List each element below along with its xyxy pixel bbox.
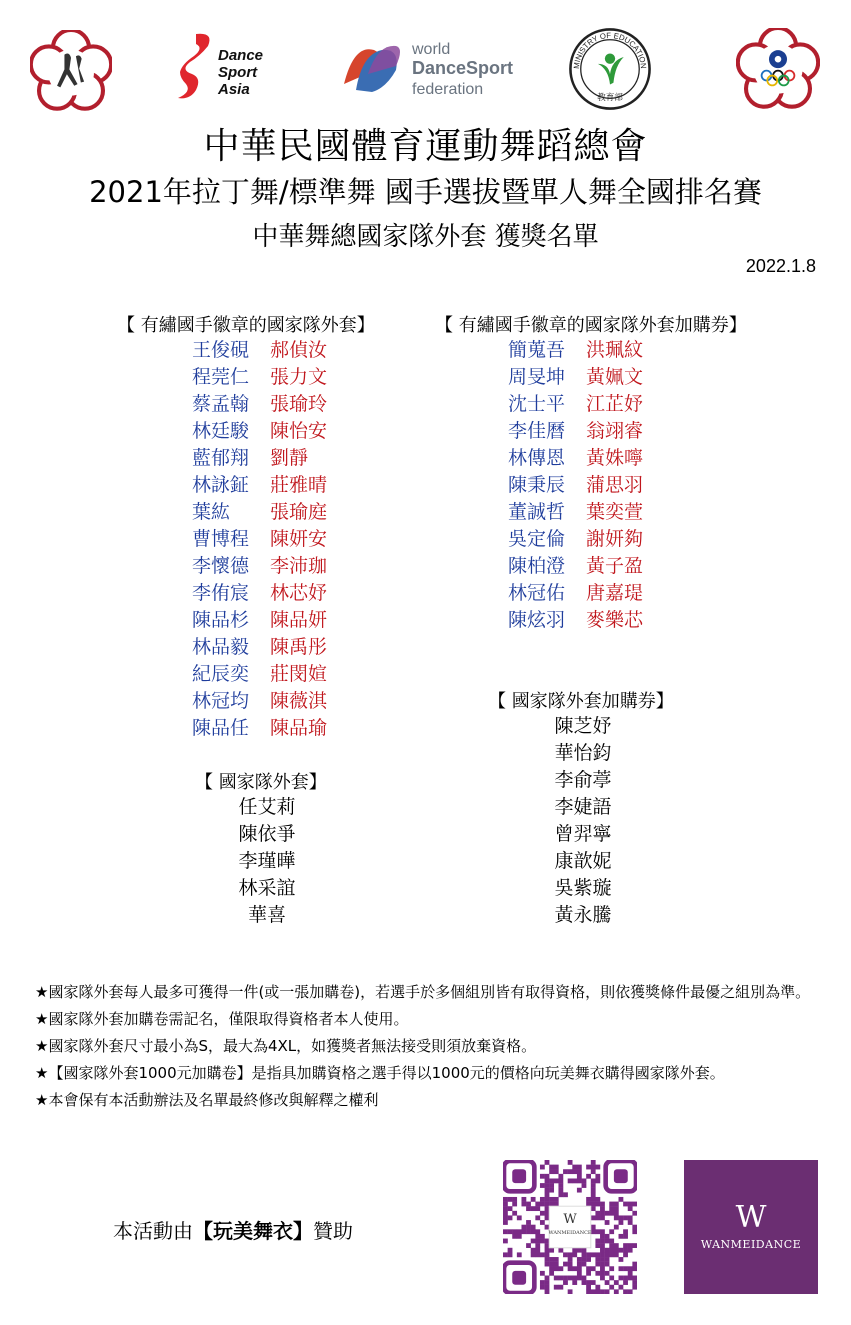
female-name: 陳禹彤 xyxy=(270,636,328,658)
awardee-name: 李俞葶 xyxy=(554,769,612,791)
name-pair xyxy=(192,553,327,580)
awardee-name: 林采誼 xyxy=(238,877,296,899)
male-name: 李懷德 xyxy=(192,555,250,577)
award-list-title: 中華舞總國家隊外套 獲獎名單 xyxy=(252,222,599,252)
name-pair xyxy=(508,472,643,499)
ministry-of-education-logo xyxy=(567,26,653,112)
moe-ring-text: MINISTRY OF EDUCATION xyxy=(571,30,649,70)
dsa-line-3: Asia xyxy=(218,81,250,98)
wanmeidance-logo xyxy=(684,1160,818,1294)
name-pair xyxy=(192,337,327,364)
name-pair xyxy=(192,688,327,715)
publish-date: 2022.1.8 xyxy=(745,256,816,276)
awardee-name: 李婕語 xyxy=(554,796,612,818)
male-name: 陳柏澄 xyxy=(508,555,566,577)
male-name: 藍郁翔 xyxy=(192,447,250,469)
female-name: 陳品妍 xyxy=(270,609,328,631)
name-pair xyxy=(508,607,643,634)
awardee-name: 華喜 xyxy=(247,904,286,926)
male-name: 曹博程 xyxy=(192,528,250,550)
female-name: 陳怡安 xyxy=(270,420,328,442)
female-name: 麥樂芯 xyxy=(586,609,644,631)
name-pair xyxy=(192,445,327,472)
name-pair xyxy=(192,364,327,391)
male-name: 陳品杉 xyxy=(192,609,250,631)
awardee-name: 華怡鈞 xyxy=(554,742,612,764)
note-1: ★國家隊外套每人最多可獲得一件(或一張加購卷)，若選手於多個組別皆有取得資格，則依獲獎條件最優之組別為準。 xyxy=(35,983,811,1001)
page-title: 中華民國體育運動舞蹈總會 xyxy=(203,126,648,167)
name-pair xyxy=(508,418,643,445)
female-name: 唐嘉瑅 xyxy=(586,582,644,604)
name-pair xyxy=(192,526,327,553)
male-name: 李侑宸 xyxy=(192,582,250,604)
note-2: ★國家隊外套加購卷需記名，僅限取得資格者本人使用。 xyxy=(35,1010,409,1028)
male-name: 吳定倫 xyxy=(508,528,566,550)
female-name: 劉靜 xyxy=(270,447,309,469)
embroidered-voucher-heading: 【 有繡國手徽章的國家隊外套加購券】 xyxy=(435,315,747,336)
name-pair xyxy=(192,661,327,688)
male-name: 林傳恩 xyxy=(508,447,566,469)
female-name: 陳薇淇 xyxy=(270,690,328,712)
name-pair xyxy=(192,391,327,418)
team-jacket-heading: 【 國家隊外套】 xyxy=(195,772,327,793)
event-subtitle: 2021年拉丁舞/標準舞 國手選拔暨單人舞全國排名賽 xyxy=(89,175,762,209)
name-pair xyxy=(508,553,643,580)
female-name: 莊閔媗 xyxy=(270,663,328,685)
female-name: 林芯妤 xyxy=(270,582,328,604)
awardee-name: 陳芝妤 xyxy=(554,715,612,737)
name-pair xyxy=(192,580,327,607)
brand-mark: W xyxy=(735,1200,767,1235)
female-name: 張瑜庭 xyxy=(270,501,328,523)
awardee-name: 黃永騰 xyxy=(554,904,612,926)
dsa-line-1: Dance xyxy=(218,47,264,64)
female-name: 蒲思羽 xyxy=(586,474,644,496)
name-pair xyxy=(192,418,327,445)
sponsor-prefix: 本活動由 xyxy=(113,1219,193,1243)
team-voucher-list xyxy=(523,713,643,929)
male-name: 紀辰奕 xyxy=(192,663,250,685)
name-pair xyxy=(508,499,643,526)
male-name: 林冠佑 xyxy=(508,582,566,604)
female-name: 黃姵文 xyxy=(586,366,644,388)
male-name: 李佳曆 xyxy=(508,420,566,442)
male-name: 林詠鉦 xyxy=(192,474,250,496)
sponsor-line xyxy=(113,1215,353,1244)
female-name: 張力文 xyxy=(270,366,328,388)
name-pair xyxy=(192,472,327,499)
female-name: 江芷妤 xyxy=(586,393,644,415)
ctdsa-emblem-right xyxy=(736,28,820,110)
wdsf-logo xyxy=(338,34,520,98)
male-name: 陳秉辰 xyxy=(508,474,566,496)
team-jacket-list xyxy=(207,794,327,929)
wdsf-line-2: DanceSport xyxy=(412,58,514,78)
male-name: 簡蒐吾 xyxy=(508,339,566,361)
dance-sport-asia-logo xyxy=(176,30,280,102)
name-pair xyxy=(508,391,643,418)
female-name: 黃姝嚀 xyxy=(586,447,644,469)
male-name: 林廷駿 xyxy=(192,420,250,442)
awardee-name: 康歆妮 xyxy=(554,850,612,872)
sponsor-suffix: 贊助 xyxy=(313,1219,353,1243)
name-pair xyxy=(508,445,643,472)
female-name: 翁翊睿 xyxy=(586,420,644,442)
female-name: 陳妍安 xyxy=(270,528,328,550)
dsa-line-2: Sport xyxy=(218,64,258,81)
name-pair xyxy=(508,526,643,553)
note-4: ★【國家隊外套1000元加購卷】是指具加購資格之選手得以1000元的價格向玩美舞衣購得國家隊外套。 xyxy=(35,1064,725,1082)
wdsf-line-1: world xyxy=(412,41,451,58)
team-voucher-heading: 【 國家隊外套加購券】 xyxy=(488,691,674,712)
note-5: ★本會保有本活動辦法及名單最終修改與解釋之權利 xyxy=(35,1091,379,1109)
embroidered-jacket-list xyxy=(192,337,327,742)
male-name: 陳品任 xyxy=(192,717,250,739)
wdsf-line-3: federation xyxy=(412,81,484,98)
male-name: 林品毅 xyxy=(192,636,250,658)
note-3: ★國家隊外套尺寸最小為S，最大為4XL，如獲獎者無法接受則須放棄資格。 xyxy=(35,1037,537,1055)
brand-name: WANMEIDANCE xyxy=(700,1238,802,1251)
awardee-name: 吳紫璇 xyxy=(554,877,612,899)
female-name: 郝偵汝 xyxy=(270,339,328,361)
name-pair xyxy=(508,337,643,364)
awardee-name: 李瑾曄 xyxy=(238,850,296,872)
qr-brand-name: WANMEIDANCE xyxy=(548,1230,592,1236)
name-pair xyxy=(508,364,643,391)
female-name: 李沛珈 xyxy=(270,555,328,577)
embroidered-jacket-heading: 【 有繡國手徽章的國家隊外套】 xyxy=(117,315,375,336)
name-pair xyxy=(192,715,327,742)
male-name: 林冠均 xyxy=(192,690,250,712)
name-pair xyxy=(192,607,327,634)
name-pair xyxy=(508,580,643,607)
ctdsa-emblem-left xyxy=(30,30,112,112)
male-name: 蔡孟翰 xyxy=(192,393,250,415)
female-name: 黃子盈 xyxy=(586,555,644,577)
qr-code[interactable] xyxy=(503,1160,637,1294)
female-name: 葉奕萱 xyxy=(586,501,644,523)
notes-section xyxy=(35,982,825,1117)
awardee-name: 任艾莉 xyxy=(238,796,296,818)
female-name: 張瑜玲 xyxy=(270,393,328,415)
male-name: 葉紘 xyxy=(192,501,231,523)
name-pair xyxy=(192,634,327,661)
awardee-name: 曾羿寧 xyxy=(554,823,612,845)
qr-brand-mark: W xyxy=(563,1212,577,1227)
moe-cn-text: 教育部 xyxy=(597,92,623,103)
female-name: 莊雅晴 xyxy=(270,474,328,496)
sponsor-name: 【玩美舞衣】 xyxy=(193,1219,313,1243)
male-name: 董誠哲 xyxy=(508,501,566,523)
female-name: 陳品瑜 xyxy=(270,717,328,739)
male-name: 王俊硯 xyxy=(192,339,250,361)
male-name: 沈士平 xyxy=(508,393,566,415)
female-name: 洪珮紋 xyxy=(586,339,644,361)
male-name: 周旻坤 xyxy=(508,366,566,388)
male-name: 陳炫羽 xyxy=(508,609,566,631)
female-name: 謝妍夠 xyxy=(586,528,644,550)
embroidered-voucher-list xyxy=(508,337,643,634)
name-pair xyxy=(192,499,327,526)
awardee-name: 陳依爭 xyxy=(238,823,296,845)
male-name: 程莞仁 xyxy=(192,366,250,388)
